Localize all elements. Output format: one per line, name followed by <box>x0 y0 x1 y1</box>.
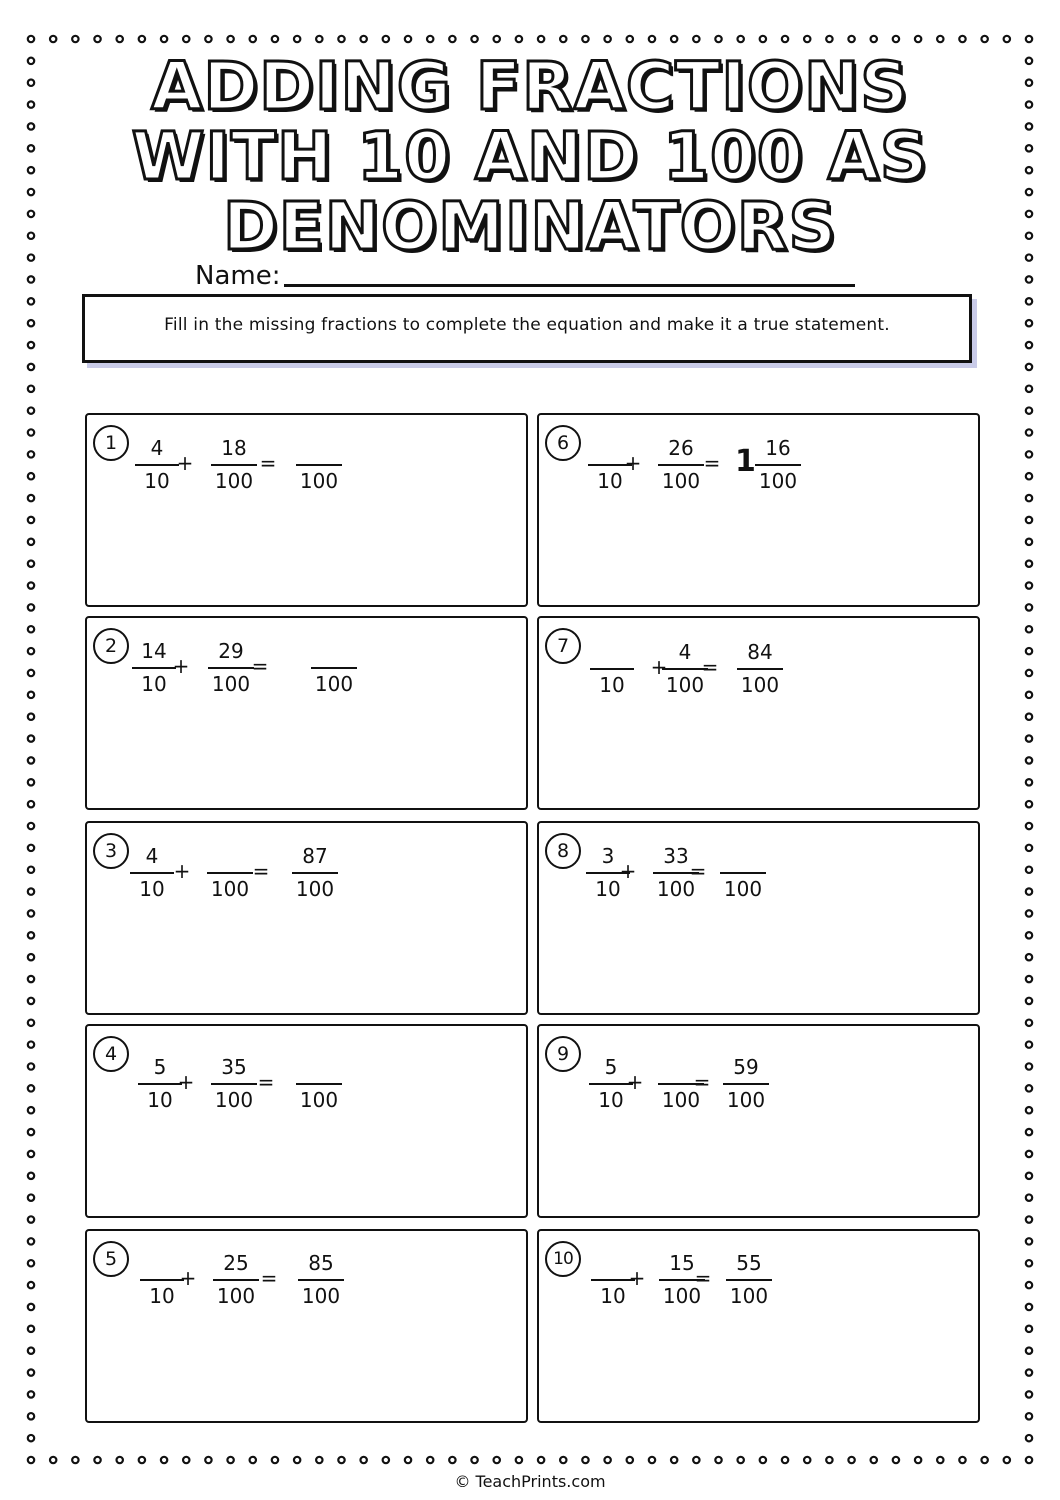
numerator: 35 <box>221 1055 247 1079</box>
denominator: 100 <box>299 469 339 493</box>
denominator: 10 <box>141 672 167 696</box>
fraction-bar <box>590 668 634 670</box>
plus-sign: + <box>172 654 190 678</box>
blank-numerator[interactable] <box>296 1054 342 1081</box>
fraction-bar <box>755 464 801 466</box>
equals-sign: = <box>260 1266 278 1290</box>
fraction-b <box>211 435 257 495</box>
denominator: 10 <box>599 673 625 697</box>
numerator: 15 <box>669 1251 695 1275</box>
fraction-a <box>135 435 179 495</box>
problem-number: 8 <box>545 833 581 869</box>
fraction-c <box>737 639 783 699</box>
fraction-bar <box>208 667 254 669</box>
denominator: 100 <box>661 469 701 493</box>
numerator: 5 <box>153 1055 167 1079</box>
denominator: 10 <box>597 469 623 493</box>
denominator: 100 <box>656 877 696 901</box>
equals-sign: = <box>252 859 270 883</box>
numerator: 85 <box>308 1251 334 1275</box>
fraction-bar <box>737 668 783 670</box>
fraction-bar <box>726 1279 772 1281</box>
denominator: 100 <box>301 1284 341 1308</box>
fraction-bar <box>211 464 257 466</box>
problem-number: 4 <box>93 1036 129 1072</box>
denominator: 10 <box>598 1088 624 1112</box>
worksheet-title: ADDING FRACTIONS WITH 10 AND 100 AS DENOMINATORS <box>131 48 929 265</box>
problem-number: 7 <box>545 628 581 664</box>
problem-box-3[interactable] <box>85 821 528 1015</box>
equals-sign: = <box>701 655 719 679</box>
denominator: 10 <box>147 1088 173 1112</box>
fraction-b <box>213 1250 259 1310</box>
numerator: 4 <box>150 436 164 460</box>
copyright-footer: © TeachPrints.com <box>454 1472 606 1491</box>
fraction-a <box>130 843 174 903</box>
denominator: 10 <box>149 1284 175 1308</box>
fraction-c[interactable] <box>311 638 357 698</box>
fraction-c <box>298 1250 344 1310</box>
denominator: 10 <box>595 877 621 901</box>
name-write-line[interactable] <box>284 284 855 287</box>
fraction-c <box>292 843 338 903</box>
problem-box-6[interactable] <box>537 413 980 607</box>
denominator: 100 <box>211 672 251 696</box>
blank-numerator[interactable] <box>720 843 766 870</box>
equals-sign: = <box>259 451 277 475</box>
fraction-c[interactable] <box>296 435 342 495</box>
plus-sign: + <box>619 859 637 883</box>
numerator: 4 <box>145 844 159 868</box>
denominator: 10 <box>600 1284 626 1308</box>
fraction-bar <box>213 1279 259 1281</box>
fraction-c <box>723 1054 769 1114</box>
numerator: 3 <box>601 844 615 868</box>
equals-sign: = <box>693 1070 711 1094</box>
problem-box-10[interactable] <box>537 1229 980 1423</box>
equals-sign: = <box>703 451 721 475</box>
plus-sign: + <box>624 451 642 475</box>
problem-box-4[interactable] <box>85 1024 528 1218</box>
fraction-b <box>211 1054 257 1114</box>
fraction-c <box>726 1250 772 1310</box>
numerator: 59 <box>733 1055 759 1079</box>
blank-numerator[interactable] <box>207 843 253 870</box>
fraction-bar <box>135 464 179 466</box>
denominator: 100 <box>665 673 705 697</box>
fraction-b <box>208 638 254 698</box>
fraction-bar <box>723 1083 769 1085</box>
fraction-a[interactable] <box>590 639 634 699</box>
blank-numerator[interactable] <box>311 638 357 665</box>
plus-sign: + <box>628 1266 646 1290</box>
problem-number: 1 <box>93 425 129 461</box>
denominator: 100 <box>662 1284 702 1308</box>
blank-numerator[interactable] <box>296 435 342 462</box>
problem-box-8[interactable] <box>537 821 980 1015</box>
plus-sign: + <box>176 451 194 475</box>
problem-box-2[interactable] <box>85 616 528 810</box>
fraction-bar <box>296 1083 342 1085</box>
denominator: 100 <box>214 469 254 493</box>
fraction-bar <box>292 872 338 874</box>
fraction-b[interactable] <box>207 843 253 903</box>
denominator: 100 <box>295 877 335 901</box>
blank-numerator[interactable] <box>590 639 634 666</box>
denominator: 100 <box>314 672 354 696</box>
equals-sign: = <box>257 1070 275 1094</box>
whole-number: 1 <box>735 444 756 479</box>
denominator: 100 <box>210 877 250 901</box>
numerator: 16 <box>765 436 791 460</box>
denominator: 100 <box>299 1088 339 1112</box>
numerator: 5 <box>604 1055 618 1079</box>
fraction-c <box>755 435 801 495</box>
equals-sign: = <box>251 654 269 678</box>
fraction-bar <box>720 872 766 874</box>
fraction-c[interactable] <box>720 843 766 903</box>
name-row <box>195 255 855 291</box>
denominator: 100 <box>723 877 763 901</box>
denominator: 100 <box>214 1088 254 1112</box>
denominator: 100 <box>729 1284 769 1308</box>
fraction-bar <box>130 872 174 874</box>
fraction-bar <box>207 872 253 874</box>
equals-sign: = <box>689 859 707 883</box>
denominator: 10 <box>144 469 170 493</box>
denominator: 10 <box>139 877 165 901</box>
numerator: 14 <box>141 639 167 663</box>
fraction-bar <box>132 667 176 669</box>
problem-number: 6 <box>545 425 581 461</box>
fraction-bar <box>296 464 342 466</box>
fraction-bar <box>211 1083 257 1085</box>
plus-sign: + <box>626 1070 644 1094</box>
numerator: 84 <box>747 640 773 664</box>
fraction-bar <box>298 1279 344 1281</box>
fraction-bar <box>311 667 357 669</box>
numerator: 87 <box>302 844 328 868</box>
plus-sign: + <box>179 1266 197 1290</box>
numerator: 33 <box>663 844 689 868</box>
plus-sign: + <box>177 1070 195 1094</box>
problem-box-1[interactable] <box>85 413 528 607</box>
plus-sign: + <box>173 859 191 883</box>
problem-number: 3 <box>93 833 129 869</box>
numerator: 4 <box>678 640 692 664</box>
problem-number: 10 <box>545 1241 581 1277</box>
denominator: 100 <box>740 673 780 697</box>
fraction-a <box>132 638 176 698</box>
problem-number: 5 <box>93 1241 129 1277</box>
instructions-box <box>82 294 972 363</box>
fraction-c[interactable] <box>296 1054 342 1114</box>
denominator: 100 <box>216 1284 256 1308</box>
denominator: 100 <box>726 1088 766 1112</box>
instructions-text: Fill in the missing fractions to complete the equation and make it a true statement. <box>164 314 890 335</box>
fraction-b <box>658 435 704 495</box>
problem-box-5[interactable] <box>85 1229 528 1423</box>
numerator: 55 <box>736 1251 762 1275</box>
problem-box-9[interactable] <box>537 1024 980 1218</box>
numerator: 29 <box>218 639 244 663</box>
name-label: Name: <box>195 261 281 291</box>
numerator: 18 <box>221 436 247 460</box>
problem-number: 2 <box>93 628 129 664</box>
problem-box-7[interactable] <box>537 616 980 810</box>
plus-sign: + <box>650 655 668 679</box>
denominator: 100 <box>758 469 798 493</box>
fraction-bar <box>658 464 704 466</box>
denominator: 100 <box>661 1088 701 1112</box>
equals-sign: = <box>694 1266 712 1290</box>
numerator: 26 <box>668 436 694 460</box>
numerator: 25 <box>223 1251 249 1275</box>
problem-number: 9 <box>545 1036 581 1072</box>
